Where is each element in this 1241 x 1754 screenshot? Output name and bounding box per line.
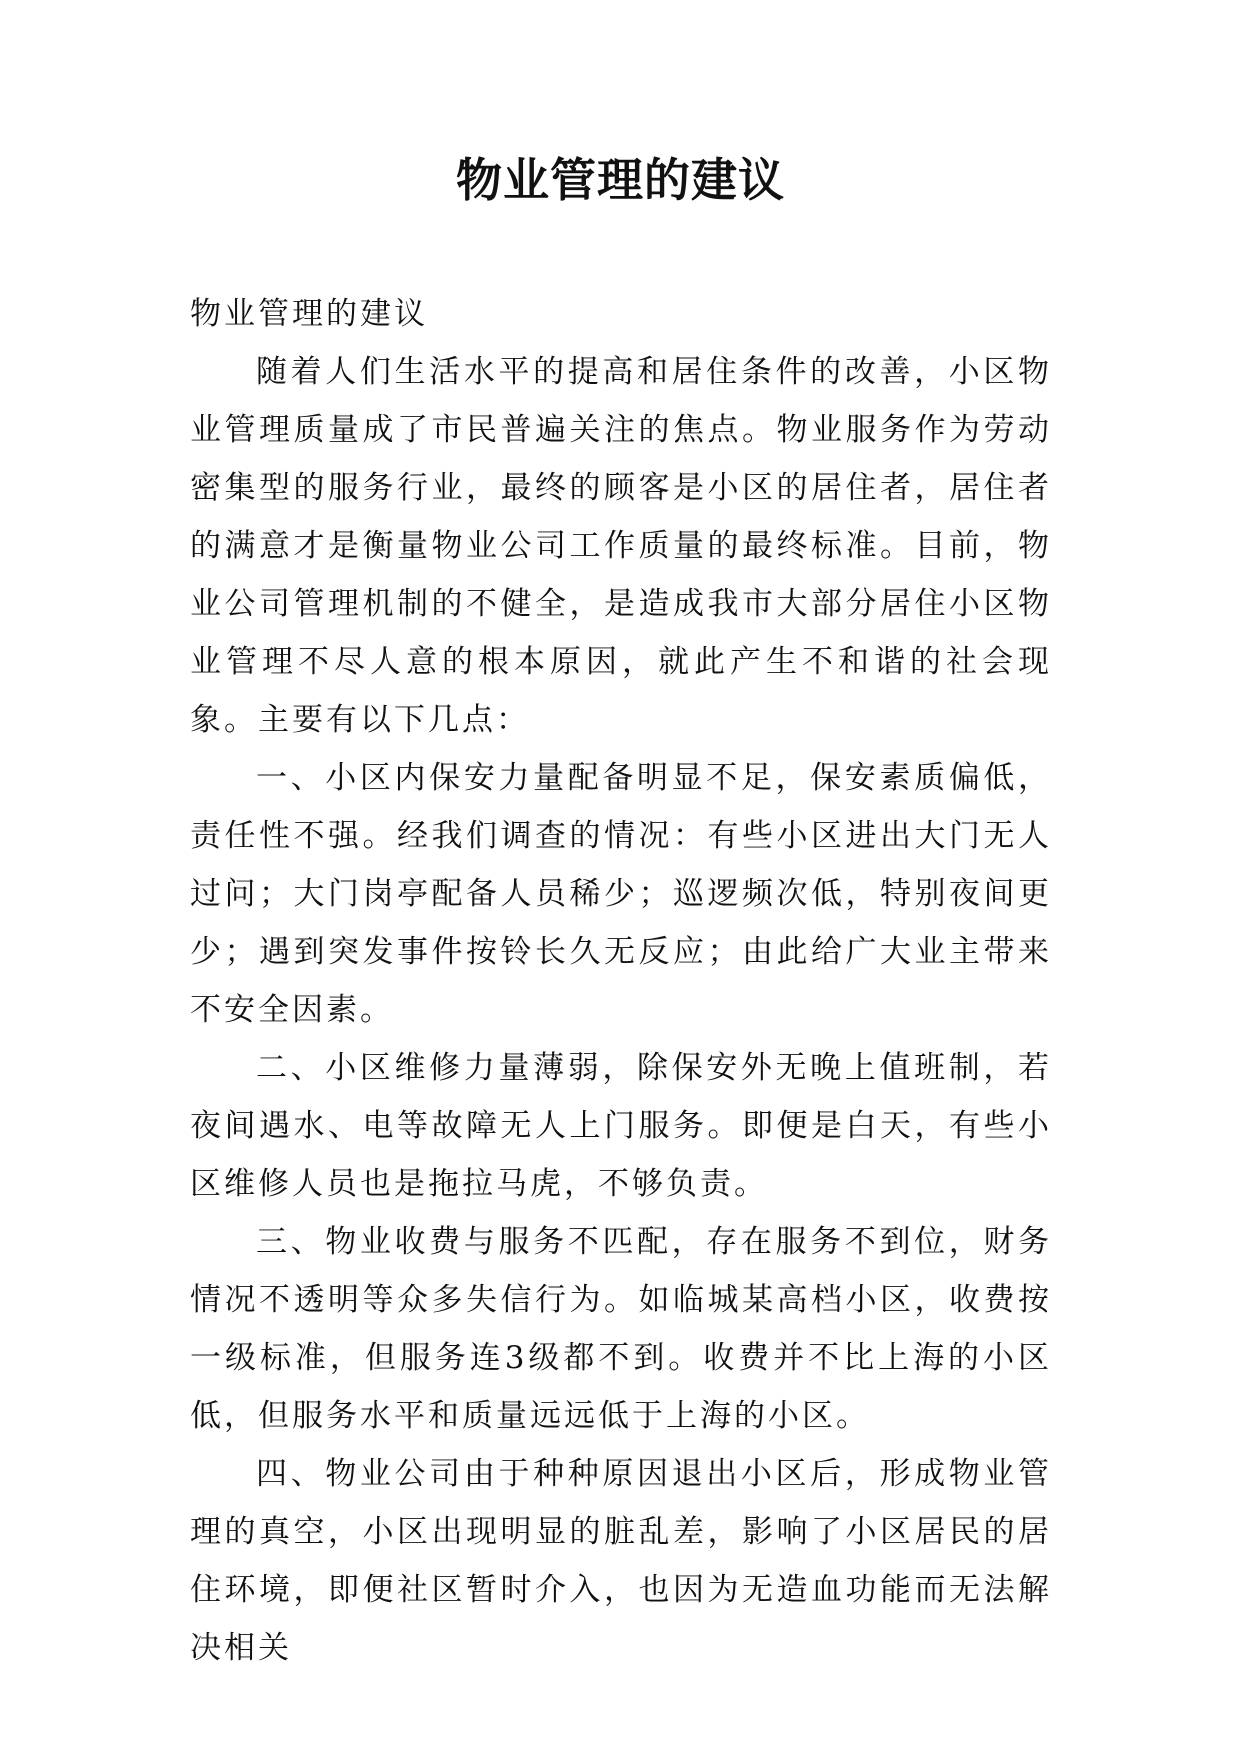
document-body — [190, 285, 1052, 1677]
paragraph-intro: 随着人们生活水平的提高和居住条件的改善，小区物业管理质量成了市民普遍关注的焦点。物业服务作为劳动密集型的服务行业，最终的顾客是小区的居住者，居住者的满意才是衡量物业公司工作质量的最终标准。目前，物业公司管理机制的不健全，是造成我市大部分居住小区物业管理不尽人意的根本原因，就此产生不和谐的社会现象。主要有以下几点： — [190, 354, 1052, 738]
paragraph-point-4: 四、物业公司由于种种原因退出小区后，形成物业管理的真空，小区出现明显的脏乱差，影响了小区居民的居住环境，即便社区暂时介入，也因为无造血功能而无法解决相关 — [190, 1456, 1052, 1666]
document-title: 物业管理的建议 — [456, 153, 785, 207]
paragraph-point-3: 三、物业收费与服务不匹配，存在服务不到位，财务情况不透明等众多失信行为。如临城某高档小区，收费按一级标准，但服务连3级都不到。收费并不比上海的小区低，但服务水平和质量远远低于上海的小区。 — [190, 1224, 1052, 1434]
document-subtitle: 物业管理的建议 — [190, 296, 428, 332]
paragraph-point-1: 一、小区内保安力量配备明显不足，保安素质偏低，责任性不强。经我们调查的情况：有些小区进出大门无人过问；大门岗亭配备人员稀少；巡逻频次低，特别夜间更少；遇到突发事件按铃长久无反应；由此给广大业主带来不安全因素。 — [190, 760, 1052, 1028]
paragraph-point-2: 二、小区维修力量薄弱，除保安外无晚上值班制，若夜间遇水、电等故障无人上门服务。即便是白天，有些小区维修人员也是拖拉马虎，不够负责。 — [190, 1050, 1052, 1202]
